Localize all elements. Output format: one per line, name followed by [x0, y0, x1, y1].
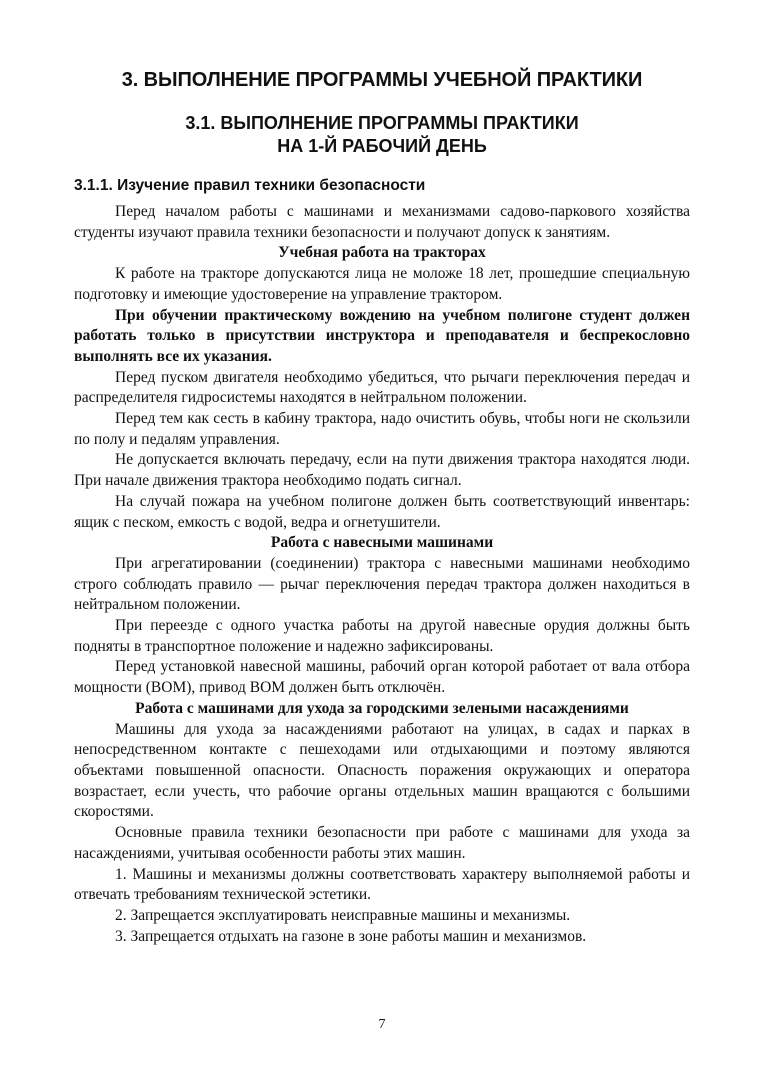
section-title: [74, 112, 690, 158]
page-number: 7: [378, 1017, 386, 1032]
block-mounted-machines: [74, 533, 690, 699]
block-heading: Работа с машинами для ухода за городскими зелеными насаждениями: [135, 699, 629, 717]
paragraph: Основные правила техники безопасности при работе с машинами для ухода за насаждениями, учитывая особенности работы этих машин.: [74, 824, 690, 862]
subsection-title: 3.1.1. Изучение правил техники безопасности: [74, 177, 426, 194]
list-item: 3. Запрещается отдыхать на газоне в зоне работы машин и механизмов.: [115, 927, 587, 945]
block-heading: Учебная работа на тракторах: [278, 244, 486, 262]
paragraph: Не допускается включать передачу, если на пути движения трактора находятся люди. При начале движения трактора необходимо подать сигнал.: [74, 451, 690, 490]
section-title-line-1: 3.1. ВЫПОЛНЕНИЕ ПРОГРАММЫ ПРАКТИКИ: [185, 113, 579, 133]
paragraph: При агрегатировании (соединении) трактора с навесными машинами необходимо строго соблюдать правило — рычаг переключения передач трактора должен находиться в нейтральном положении.: [74, 554, 690, 614]
list-item: 2. Запрещается эксплуатировать неисправные машины и механизмы.: [115, 906, 571, 924]
intro: [74, 202, 690, 243]
paragraph: При переезде с одного участка работы на другой навесные орудия должны быть подняты в транспортное положение и надежно зафиксированы.: [74, 617, 690, 655]
paragraph: Перед установкой навесной машины, рабочий орган которой работает от вала отбора мощности (ВОМ), привод ВОМ должен быть отключён.: [74, 658, 690, 697]
paragraph: Перед тем как сесть в кабину трактора, надо очистить обувь, чтобы ноги не скользили по полу и педалям управления.: [74, 410, 690, 448]
paragraph: Перед пуском двигателя необходимо убедиться, что рычаги переключения передач и распределителя гидросистемы находятся в нейтральном положении.: [74, 368, 690, 407]
block-heading: Работа с навесными машинами: [270, 534, 494, 552]
block-green-care-machines: [74, 699, 690, 947]
paragraph: Машины для ухода за насаждениями работают на улицах, в садах и парках в непосредственном контакте с пешеходами или отдыхающими и поэтому являются объектами повышенной опасности. Опасность поражения окружающих и оператора возрастает, если учесть, что рабочие органы отдельных машин вращаются с большими скоростями.: [74, 720, 690, 821]
document-page: [74, 68, 690, 947]
paragraph-bold-warning: При обучении практическому вождению на учебном полигоне студент должен работать только в присутствии инструктора и преподавателя и беспрекословно выполнять все их указания.: [74, 306, 690, 365]
list-item: 1. Машины и механизмы должны соответствовать характеру выполняемой работы и отвечать требованиям технической эстетики.: [74, 865, 690, 904]
chapter-title: 3. ВЫПОЛНЕНИЕ ПРОГРАММЫ УЧЕБНОЙ ПРАКТИКИ: [121, 69, 643, 91]
section-title-line-2: НА 1-Й РАБОЧИЙ ДЕНЬ: [277, 136, 487, 156]
paragraph: На случай пожара на учебном полигоне должен быть соответствующий инвентарь: ящик с песком, емкость с водой, ведра и огнетушители.: [74, 492, 690, 531]
paragraph: Перед началом работы с машинами и механизмами садово-паркового хозяйства студенты изучают правила техники безопасности и получают допуск к занятиям.: [74, 203, 690, 241]
block-tractors: [74, 243, 690, 533]
paragraph: К работе на тракторе допускаются лица не моложе 18 лет, прошедшие специальную подготовку и имеющие удостоверение на управление трактором.: [74, 265, 690, 303]
